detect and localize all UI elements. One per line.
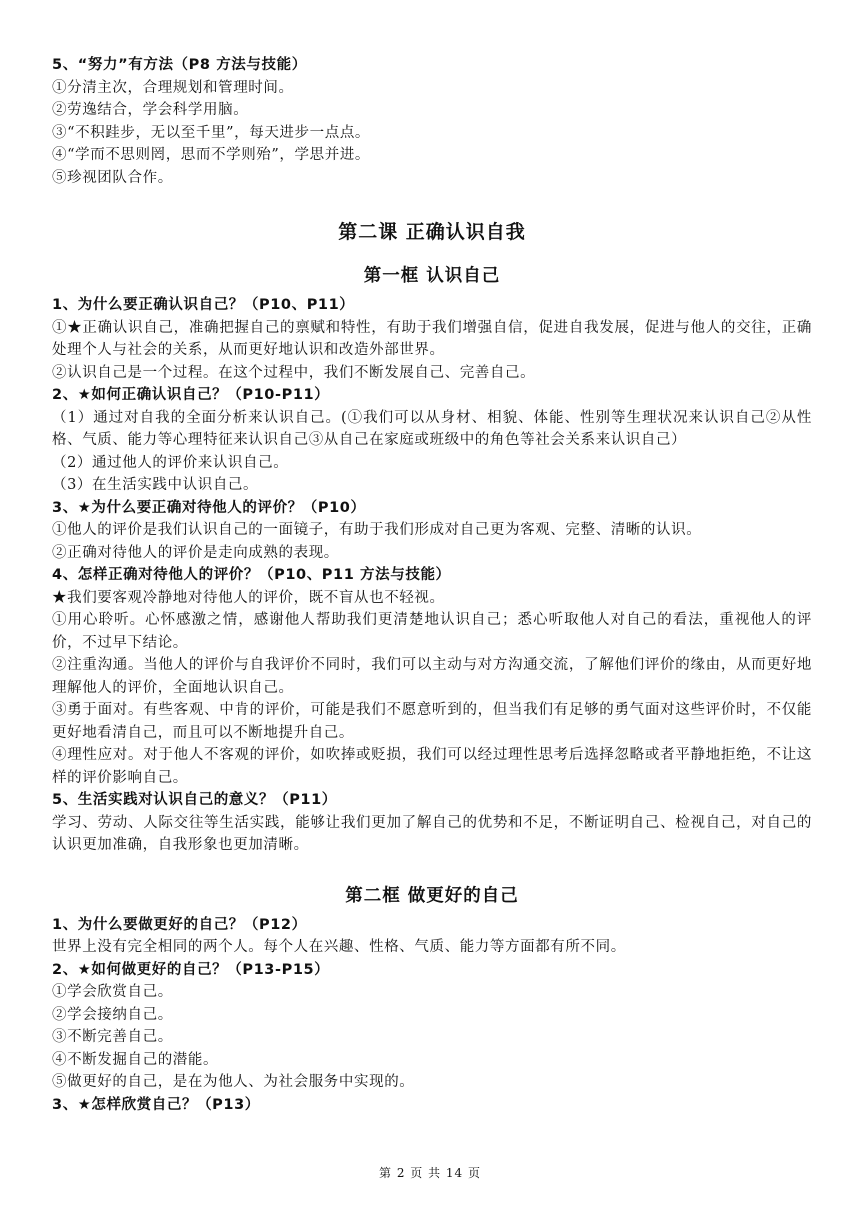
answer-text: ★我们要客观冷静地对待他人的评价，既不盲从也不轻视。 — [52, 589, 445, 606]
list-item: ③不断完善自己。 — [52, 1029, 173, 1045]
section-heading: 5、“努力”有方法（P8 方法与技能） — [52, 57, 307, 73]
answer-text: ②认识自己是一个过程。在这个过程中，我们不断发展自己、完善自己。 — [52, 364, 536, 381]
answer-text: 学习、劳动、人际交往等生活实践，能够让我们更加了解自己的优势和不足，不断证明自己、检视自己，对自己的认识更加准确，自我形象也更加清晰。 — [52, 814, 812, 853]
page-number-footer: 第 2 页 共 14 页 — [379, 1166, 481, 1180]
question-block — [52, 959, 812, 1094]
question-block — [52, 914, 812, 959]
question-block — [52, 497, 812, 565]
list-item: ②学会接纳自己。 — [52, 1006, 173, 1023]
list-item: ①学会欣赏自己。 — [52, 984, 173, 1000]
list-item: ①分清主次，合理规划和管理时间。 — [52, 79, 294, 96]
frame-title: 第一框 认识自己 — [363, 266, 501, 286]
question-heading: 1、为什么要做更好的自己？（P12） — [52, 916, 307, 933]
answer-text: ③勇于面对。有些客观、中肯的评价，可能是我们不愿意听到的，但当我们有足够的勇气面对这些评价时，不仅能更好地看清自己，而且可以不断地提升自己。 — [52, 702, 812, 741]
answer-text: （2）通过他人的评价来认识自己。 — [52, 454, 289, 471]
frame-title: 第二框 做更好的自己 — [345, 885, 519, 906]
question-block — [52, 294, 812, 384]
list-item: ③“不积跬步，无以至千里”，每天进步一点点。 — [52, 124, 371, 141]
question-heading: 4、怎样正确对待他人的评价？（P10、P11 方法与技能） — [52, 567, 451, 583]
answer-text: （3）在生活实践中认识自己。 — [52, 477, 259, 493]
lesson-title: 第二课 正确认识自我 — [338, 221, 526, 243]
question-heading: 3、★为什么要正确对待他人的评价？（P10） — [52, 499, 366, 516]
list-item: ②劳逸结合，学会科学用脑。 — [52, 102, 249, 118]
question-heading: 2、★如何正确认识自己？（P10-P11） — [52, 387, 330, 403]
answer-text: ②正确对待他人的评价是走向成熟的表现。 — [52, 544, 339, 561]
answer-text: 世界上没有完全相同的两个人。每个人在兴趣、性格、气质、能力等方面都有所不同。 — [52, 939, 626, 955]
answer-text: ④理性应对。对于他人不客观的评价，如吹捧或贬损，我们可以经过理性思考后选择忽略或者平静地拒绝，不让这样的评价影响自己。 — [52, 747, 812, 786]
answer-text: ②注重沟通。当他人的评价与自我评价不同时，我们可以主动与对方沟通交流，了解他们评价的缘由，从而更好地理解他人的评价，全面地认识自己。 — [52, 657, 812, 696]
section-5-effort-method — [52, 54, 812, 189]
question-block — [52, 384, 812, 497]
question-block — [52, 789, 812, 857]
list-item: ④不断发掘自己的潜能。 — [52, 1051, 219, 1068]
list-item: ④“学而不思则罔，思而不学则殆”，学思并进。 — [52, 147, 371, 163]
answer-text: ①他人的评价是我们认识自己的一面镜子，有助于我们形成对自己更为客观、完整、清晰的认识。 — [52, 522, 702, 538]
answer-text: ①用心聆听。心怀感激之情，感谢他人帮助我们更清楚地认识自己；悉心听取他人对自己的看法，重视他人的评价，不过早下结论。 — [52, 612, 812, 651]
question-block — [52, 1094, 812, 1117]
page-content — [52, 54, 812, 1116]
answer-text: （1）通过对自我的全面分析来认识自己。(①我们可以从身材、相貌、体能、性别等生理状况来认识自己②从性格、气质、能力等心理特征来认识自己③从自己在家庭或班级中的角色等社会关系来认识自己） — [52, 409, 812, 448]
answer-text: ①★正确认识自己，准确把握自己的禀赋和特性，有助于我们增强自信，促进自我发展，促进与他人的交往，正确处理个人与社会的关系，从而更好地认识和改造外部世界。 — [52, 319, 812, 358]
question-heading: 3、★怎样欣赏自己？（P13） — [52, 1096, 260, 1113]
list-item: ⑤做更好的自己，是在为他人、为社会服务中实现的。 — [52, 1074, 415, 1090]
list-item: ⑤珍视团队合作。 — [52, 169, 173, 186]
question-heading: 5、生活实践对认识自己的意义？（P11） — [52, 792, 337, 808]
question-heading: 1、为什么要正确认识自己？（P10、P11） — [52, 297, 355, 313]
question-block — [52, 564, 812, 789]
question-heading: 2、★如何做更好的自己？（P13-P15） — [52, 961, 330, 978]
